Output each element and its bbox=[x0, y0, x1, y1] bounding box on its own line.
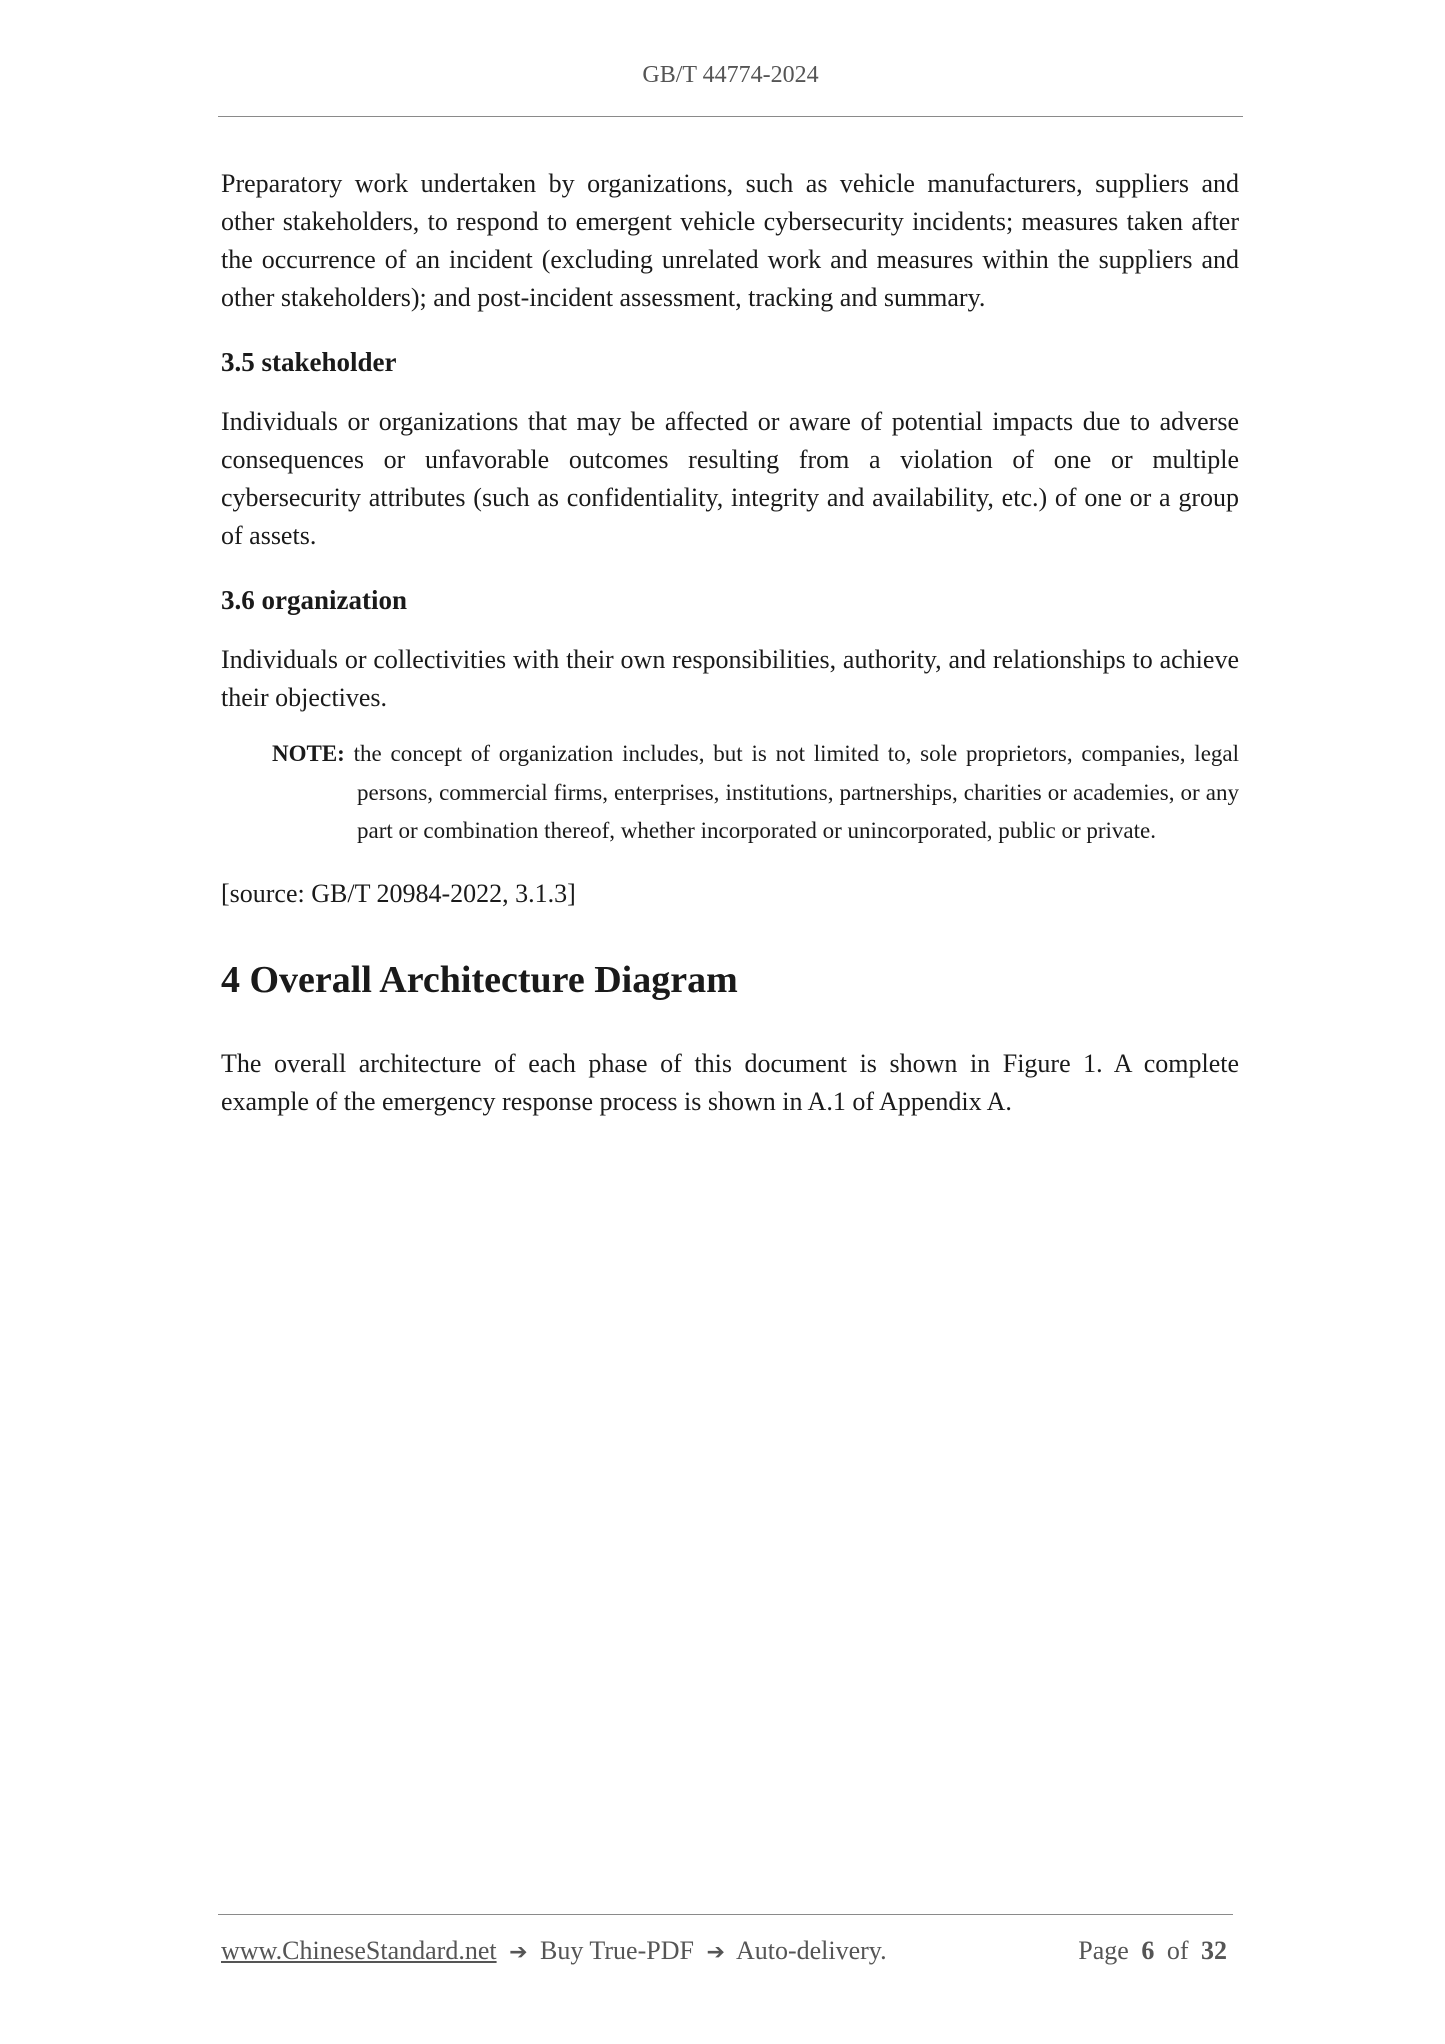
architecture-paragraph: The overall architecture of each phase of this document is shown in Figure 1. A complete example of the emergency response process is shown in A.1 of Appendix A. bbox=[221, 1048, 1239, 1116]
website-link[interactable]: www.ChineseStandard.net bbox=[221, 1936, 497, 1965]
arrow-right-icon: ➔ bbox=[509, 1940, 528, 1965]
page-label: Page bbox=[1078, 1936, 1129, 1965]
footer-divider bbox=[218, 1914, 1233, 1915]
note-label: NOTE: bbox=[272, 741, 345, 766]
section-heading-organization: 3.6 organization bbox=[221, 585, 407, 615]
section-heading-stakeholder: 3.5 stakeholder bbox=[221, 347, 397, 377]
intro-paragraph: Preparatory work undertaken by organizations, such as vehicle manufacturers, suppliers and other stakeholders, to respond to emergent vehicle cybersecurity incidents; measures taken after the occurrence of an incident (excluding unrelated work and measures within the suppliers and other stakeholders); and post-incident assessment, tracking and summary. bbox=[221, 169, 1239, 312]
page-total: 32 bbox=[1201, 1936, 1227, 1965]
auto-delivery-text: Auto-delivery. bbox=[735, 1936, 887, 1965]
page-current: 6 bbox=[1141, 1936, 1155, 1965]
organization-note bbox=[272, 735, 1239, 851]
source-citation: [source: GB/T 20984-2022, 3.1.3] bbox=[221, 878, 576, 908]
page-indicator bbox=[1078, 1934, 1233, 1968]
page-content bbox=[221, 165, 1239, 1121]
buy-true-pdf-text: Buy True-PDF bbox=[540, 1936, 694, 1965]
page-footer bbox=[221, 1934, 1233, 1970]
header-divider bbox=[218, 116, 1243, 117]
document-header-id: GB/T 44774-2024 bbox=[642, 62, 819, 88]
page-of-label: of bbox=[1166, 1936, 1189, 1965]
organization-definition: Individuals or collectivities with their own responsibilities, authority, and relationships to achieve their objectives. bbox=[221, 645, 1239, 712]
arrow-right-icon: ➔ bbox=[706, 1940, 725, 1965]
chapter-heading-architecture: 4 Overall Architecture Diagram bbox=[221, 958, 738, 1001]
note-text: the concept of organization includes, but is not limited to, sole proprietors, companies, legal persons, commercial firms, enterprises, institutions, partnerships, charities or academies, or any part or combination thereof, whether incorporated or unincorporated, public or private. bbox=[353, 741, 1240, 843]
stakeholder-definition: Individuals or organizations that may be affected or aware of potential impacts due to adverse consequences or unfavorable outcomes resulting from a violation of one or multiple cybersecurity attributes (such as confidentiality, integrity and availability, etc.) of one or a group of assets. bbox=[221, 407, 1239, 550]
